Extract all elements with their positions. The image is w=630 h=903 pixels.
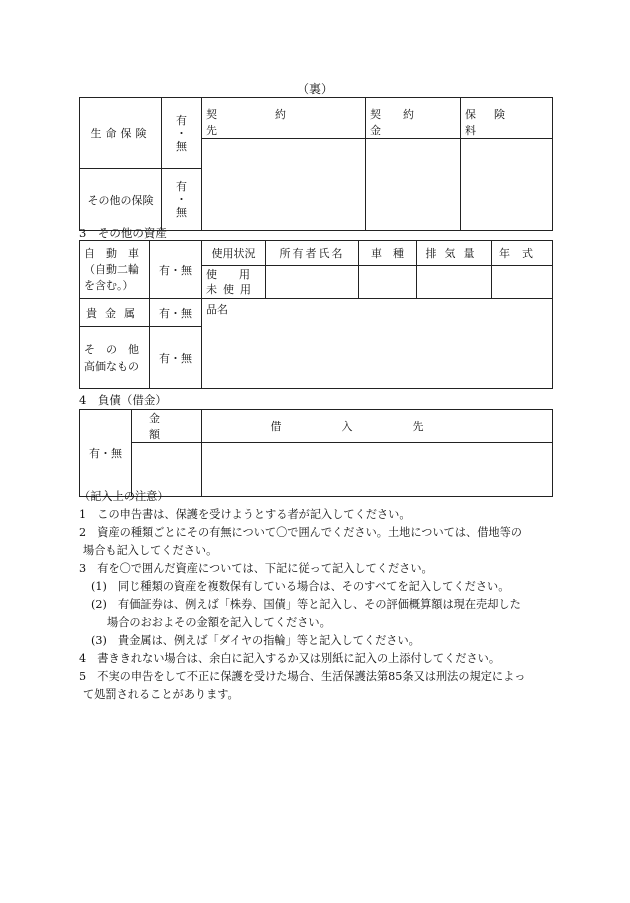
header-contractor: 契約先: [202, 98, 366, 139]
header-premium: 保険料: [461, 98, 553, 139]
precious-metal-label: 貴金属: [80, 299, 150, 327]
notes-section: [79, 488, 559, 704]
car-yesno[interactable]: 有・無: [150, 241, 202, 299]
note-2-cont: 場合も記入してください。: [83, 544, 218, 557]
header-year: 年式: [492, 241, 553, 266]
note-5-cont: て処罰されることがあります。: [83, 688, 239, 701]
debt-table: [79, 409, 553, 497]
insurance-contractor-field[interactable]: [202, 139, 366, 231]
other-valuables-yesno[interactable]: 有・無: [150, 327, 202, 389]
usage-status[interactable]: 使 用 未使用: [202, 266, 266, 299]
year-field[interactable]: [492, 266, 553, 299]
item-name-field[interactable]: 品名: [202, 299, 553, 389]
note-3-3: (3) 貴金属は、例えば「ダイヤの指輪」等と記入してください。: [91, 634, 420, 647]
header-owner: 所有者氏名: [266, 241, 359, 266]
car-type-field[interactable]: [359, 266, 417, 299]
note-3: 3 有を〇で囲んだ資産については、下記に従って記入してください。: [79, 562, 433, 575]
displacement-field[interactable]: [417, 266, 492, 299]
insurance-table: [79, 97, 553, 231]
life-insurance-yesno[interactable]: 有 ・ 無: [162, 98, 202, 169]
section-debt: 4 負債（借金）: [79, 393, 167, 407]
other-insurance-yesno[interactable]: 有 ・ 無: [162, 169, 202, 231]
note-5: 5 不実の申告をして不正に保護を受けた場合、生活保護法第85条又は刑法の規定によっ: [79, 670, 526, 683]
precious-metal-yesno[interactable]: 有・無: [150, 299, 202, 327]
page-title: （裏）: [296, 82, 333, 96]
other-valuables-label: そ の 他 高価なもの: [80, 327, 150, 389]
note-2: 2 資産の種類ごとにその有無について〇で囲んでください。土地については、借地等の: [79, 526, 522, 539]
header-usage: 使用状況: [202, 241, 266, 266]
note-1: 1 この申告書は、保護を受けようとする者が記入してください。: [79, 508, 411, 521]
header-debt-amount: 金額: [132, 410, 202, 443]
insurance-amount-field[interactable]: [366, 139, 461, 231]
owner-field[interactable]: [266, 266, 359, 299]
other-assets-table: [79, 240, 553, 389]
note-4: 4 書ききれない場合は、余白に記入するか又は別紙に記入の上添付してください。: [79, 652, 501, 665]
header-displacement: 排気量: [417, 241, 492, 266]
header-lender: 借入先: [202, 410, 553, 443]
header-contract-amount: 契約金: [366, 98, 461, 139]
insurance-premium-field[interactable]: [461, 139, 553, 231]
debt-yesno[interactable]: 有・無: [80, 410, 132, 497]
notes-title: （記入上の注意）: [79, 490, 169, 503]
section-other-assets: 3 その他の資産: [79, 226, 167, 240]
note-3-2-cont: 場合のおおよその金額を記入してください。: [107, 616, 331, 629]
header-car-type: 車 種: [359, 241, 417, 266]
note-3-1: (1) 同じ種類の資産を複数保有している場合は、そのすべてを記入してください。: [91, 580, 510, 593]
note-3-2: (2) 有価証券は、例えば「株券、国債」等と記入し、その評価概算額は現在売却した: [91, 598, 521, 611]
other-insurance-label: その他の保険: [80, 169, 162, 231]
car-label: 自 動 車 （自動二輪 を含む。）: [80, 241, 150, 299]
life-insurance-label: 生命保険: [80, 98, 162, 169]
